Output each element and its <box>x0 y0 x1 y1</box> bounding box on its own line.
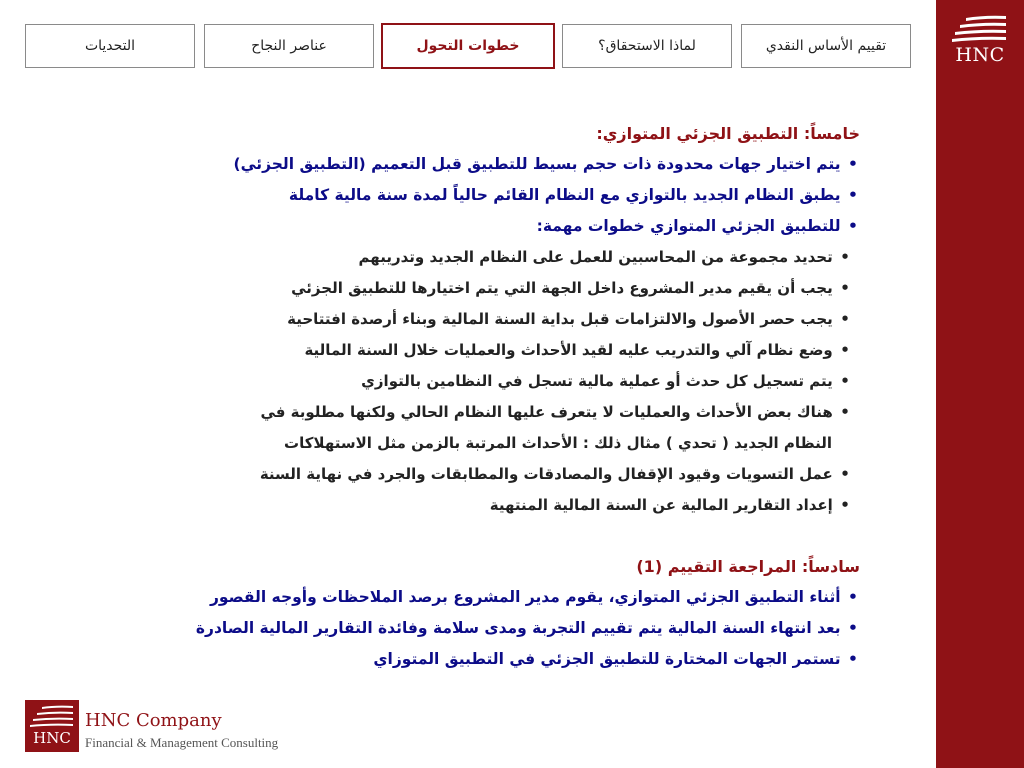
section-spacer <box>60 521 860 551</box>
company-name: HNC Company <box>85 710 222 731</box>
step-item: • إعداد التقارير المالية عن السنة المالية المنتهية <box>489 496 850 514</box>
step-item: • يتم تسجيل كل حدث أو عملية مالية تسجل في النظامين بالتوازي <box>361 372 850 390</box>
list-item: • للتطبيق الجزئي المتوازي خطوات مهمة: <box>536 217 858 235</box>
slide-content <box>60 118 860 675</box>
list-item: • يطبق النظام الجديد بالتوازي مع النظام القائم حالياً لمدة سنة مالية كاملة <box>288 186 858 204</box>
logo-stripes-icon <box>952 14 1008 44</box>
logo-text: HNC <box>955 44 1005 66</box>
hnc-logo <box>950 14 1010 70</box>
tab-cash-basis-evaluation[interactable]: تقييم الأساس النقدي <box>741 24 911 68</box>
footer-logo-text: HNC <box>33 729 71 747</box>
tab-why-accrual[interactable]: لماذا الاستحقاق؟ <box>562 24 732 68</box>
step-item: • وضع نظام آلي والتدريب عليه لقيد الأحداث والعمليات خلال السنة المالية <box>304 341 850 359</box>
company-subtitle: Financial & Management Consulting <box>85 735 279 750</box>
tab-success-factors[interactable]: عناصر النجاح <box>204 24 374 68</box>
footer-logo-mark <box>25 700 79 752</box>
step-item: • عمل التسويات وقيود الإقفال والمصادقات والمطابقات والجرد في نهاية السنة <box>259 465 850 483</box>
list-item: • أثناء التطبيق الجزئي المتوازي، يقوم مدير المشروع برصد الملاحظات وأوجه القصور <box>209 588 858 606</box>
step-item-continuation: النظام الجديد ( تحدي ) مثال ذلك : الأحداث المرتبة بالزمن مثل الاستهلاكات <box>284 434 832 452</box>
step-item: • هناك بعض الأحداث والعمليات لا يتعرف عليها النظام الحالي ولكنها مطلوبة في <box>260 403 850 421</box>
step-item: • تحديد مجموعة من المحاسبين للعمل على النظام الجديد وتدريبهم <box>358 248 850 266</box>
tab-bar <box>25 24 917 70</box>
list-item: • بعد انتهاء السنة المالية يتم تقييم التجربة ومدى سلامة وفائدة التقارير المالية الصادرة <box>195 619 858 637</box>
step-item: • يجب أن يقيم مدير المشروع داخل الجهة التي يتم اختيارها للتطبيق الجزئي <box>291 279 850 297</box>
logo-stripes-icon <box>30 704 74 728</box>
footer-logo <box>25 700 325 754</box>
tab-transition-steps[interactable]: خطوات التحول <box>381 23 555 69</box>
section6-heading: سادساً: المراجعة التقييم (1) <box>636 557 860 576</box>
step-item: • يجب حصر الأصول والالتزامات قبل بداية السنة المالية وبناء أرصدة افتتاحية <box>287 310 850 328</box>
tab-challenges[interactable]: التحديات <box>25 24 195 68</box>
section5-heading: خامساً: التطبيق الجزئي المتوازي: <box>596 124 860 143</box>
list-item: • يتم اختيار جهات محدودة ذات حجم بسيط للتطبيق قبل التعميم (التطبيق الجزئي) <box>233 155 858 173</box>
list-item: • تستمر الجهات المختارة للتطبيق الجزئي في التطبيق المتوزاي <box>373 650 858 668</box>
brand-sidebar <box>936 0 1024 768</box>
